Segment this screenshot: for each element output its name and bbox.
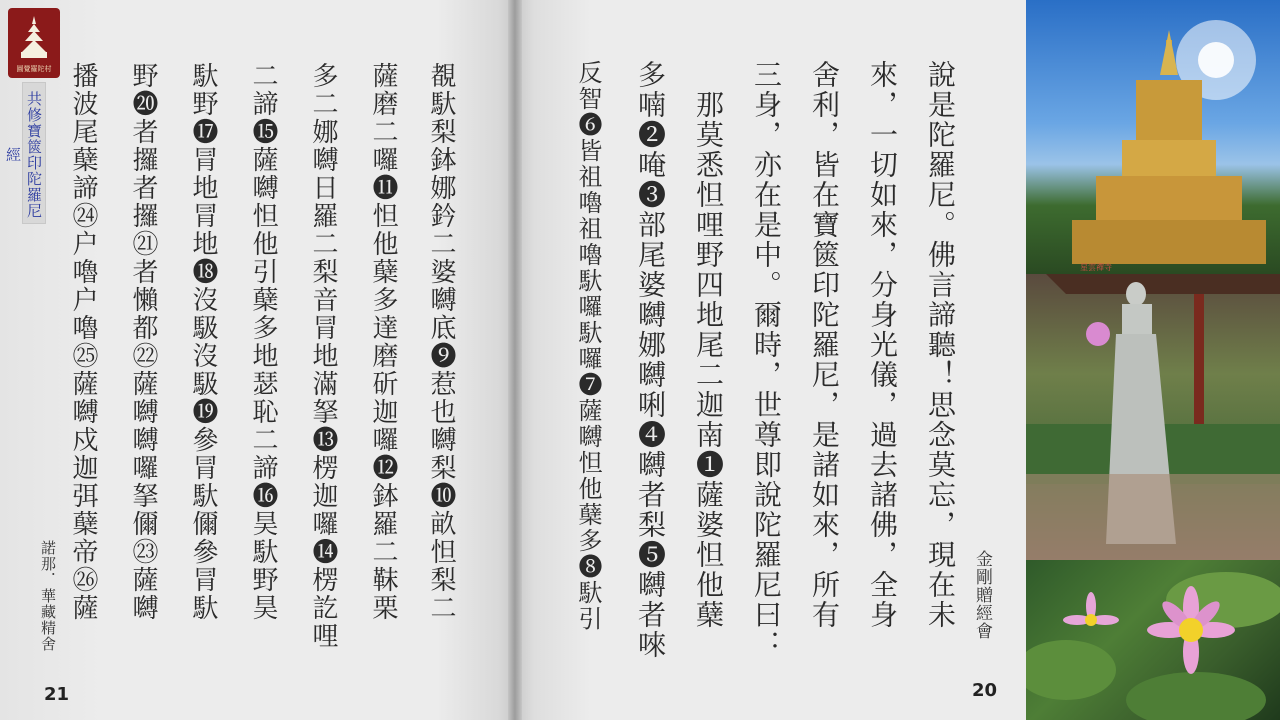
text-column: 馱野⓱冐地冐地⓲沒馺沒馺⓳參冐馱儞參冐馱 [188, 62, 218, 622]
text-column: 多喃❷唵❸部尾婆嚩娜嚩唎❹嚩者梨❺嚩者唻 [634, 60, 667, 660]
stupa-illustration [1026, 0, 1280, 274]
text-column: 覩馱梨鉢娜鈐二婆嚩底❾惹也嚩梨❿畝怛梨二 [426, 62, 456, 622]
lotus-pond-photo [1026, 560, 1280, 720]
pagoda-icon [18, 14, 50, 62]
text-column: 野⓴者攞者攞㉑者懶都㉒薩嚩嚩囉拏儞㉓薩嚩 [128, 62, 158, 622]
lotus-illustration [1026, 560, 1280, 720]
text-column: 二諦⓯薩嚩怛他引蘖多地瑟恥二諦⓰昊馱野昊 [248, 62, 278, 622]
right-page-footer: 金剛贈經會 [972, 550, 992, 640]
text-column: 多二娜嚩日羅二梨音冐地滿拏⓭楞迦囉⓮楞訖哩 [308, 62, 338, 650]
photo-strip [1026, 0, 1280, 720]
text-column: 三身，亦在是中。爾時，世尊即說陀羅尼曰： [750, 60, 783, 660]
text-column: 那莫悉怛哩野四地尾二迦南❶薩婆怛他蘖 [692, 60, 725, 630]
book-gutter [508, 0, 522, 720]
statue-illustration [1026, 274, 1280, 560]
logo-caption: 圓覺羅陀村 [16, 65, 52, 73]
text-column: 來，一切如來，分身光儀，過去諸佛，全身 [866, 60, 899, 630]
text-column: 說是陀羅尼。佛言諦聽！思念莫忘，現在未 [924, 60, 957, 630]
temple-logo [8, 8, 60, 78]
left-page-footer: 諾那．華藏精舍 [39, 540, 57, 652]
text-column: 薩磨二囉⓫怛他蘖多達磨斫迦囉⓬鉢羅二靺栗 [368, 62, 398, 622]
guanyin-statue-photo [1026, 274, 1280, 560]
sutra-title: 共修寶篋印陀羅尼經 [22, 82, 46, 224]
photo-caption: 星雲禪寺 [1080, 263, 1112, 272]
text-column: 播波尾蘖諦㉔户嚕户嚕㉕薩嚩戍迦弭蘖帝㉖薩 [68, 62, 98, 622]
golden-stupa-photo [1026, 0, 1280, 274]
text-column: 反智❻皆祖嚕祖嚕馱囉馱囉❼薩嚩怛他蘖多❽馱引 [574, 60, 602, 632]
page-number-21: 21 [44, 684, 70, 705]
page-number-20: 20 [972, 680, 998, 701]
text-column: 舍利，皆在寶篋印陀羅尼，是諸如來，所有 [808, 60, 841, 630]
